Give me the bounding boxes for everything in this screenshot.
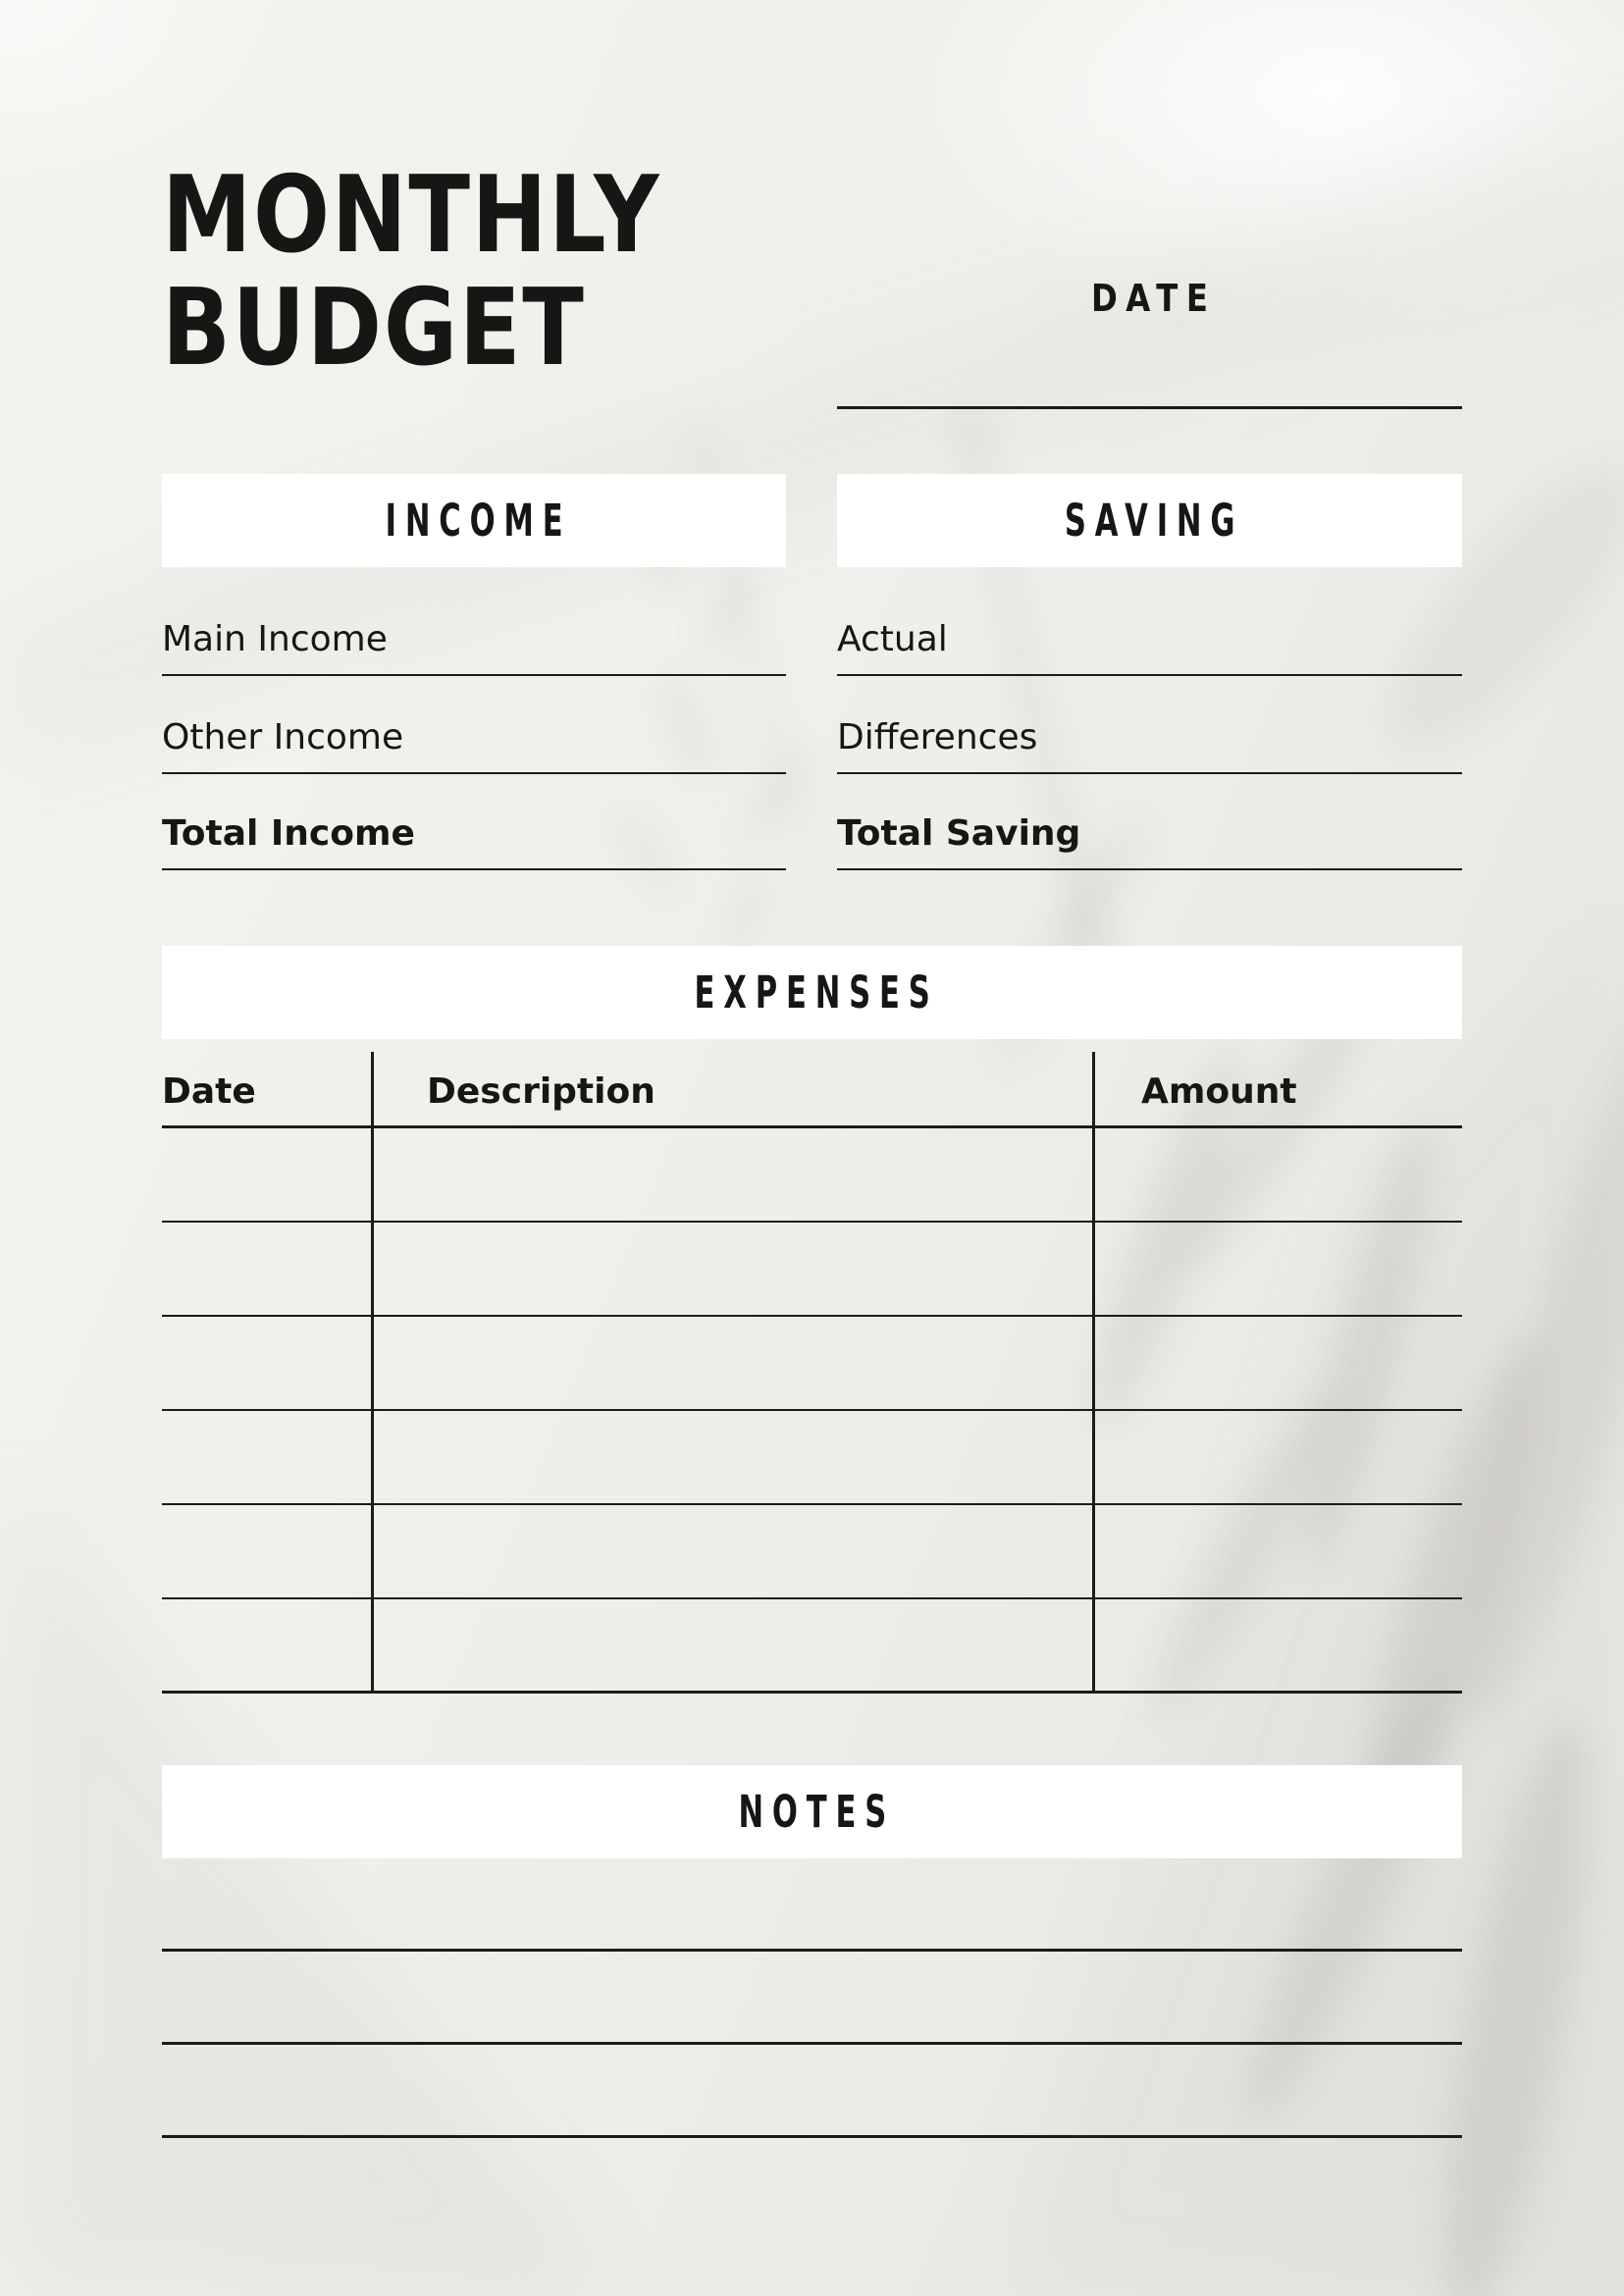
expense-row-2 [162,1223,1462,1317]
differences-field[interactable] [837,719,1462,774]
notes-line-2[interactable] [162,2042,1462,2045]
actual-field[interactable] [837,621,1462,676]
saving-header-bar [837,474,1462,567]
expense-cell-amount[interactable] [1092,1599,1462,1691]
total-saving-label: Total Saving [837,813,1081,854]
expense-row-4 [162,1411,1462,1505]
differences-label: Differences [837,717,1038,757]
expense-cell-description[interactable] [371,1128,1092,1221]
expenses-column-date: Date [162,1071,256,1112]
expense-cell-amount[interactable] [1092,1128,1462,1221]
expense-cell-amount[interactable] [1092,1317,1462,1409]
expense-cell-date[interactable] [162,1128,371,1221]
expenses-table [162,1052,1462,1697]
actual-label: Actual [837,619,948,659]
expenses-column-divider-1 [371,1052,374,1694]
date-input-line[interactable] [837,406,1462,409]
main-income-field[interactable] [162,621,786,676]
notes-lines [162,1949,1462,2228]
expense-cell-amount[interactable] [1092,1223,1462,1315]
other-income-label: Other Income [162,717,404,757]
expenses-header-bar [162,946,1462,1039]
income-title: INCOME [385,495,572,547]
expenses-header-row [162,1052,1462,1128]
expenses-column-description: Description [427,1071,655,1112]
date-label: DATE [1091,277,1217,320]
expense-cell-amount[interactable] [1092,1411,1462,1503]
notes-header-bar [162,1765,1462,1858]
expenses-column-amount: Amount [1141,1071,1297,1112]
expense-cell-description[interactable] [371,1317,1092,1409]
expense-cell-date[interactable] [162,1223,371,1315]
page-title [162,154,661,390]
expense-row-3 [162,1317,1462,1411]
notes-line-3[interactable] [162,2135,1462,2138]
expenses-column-divider-2 [1092,1052,1095,1694]
expense-cell-description[interactable] [371,1599,1092,1691]
expense-cell-date[interactable] [162,1599,371,1691]
expense-cell-date[interactable] [162,1317,371,1409]
page-title-line1: MONTHLY [162,154,661,277]
expense-cell-description[interactable] [371,1411,1092,1503]
notes-title: NOTES [738,1786,895,1838]
expense-row-1 [162,1128,1462,1223]
other-income-field[interactable] [162,719,786,774]
expense-cell-date[interactable] [162,1505,371,1597]
expenses-title: EXPENSES [694,966,939,1018]
expense-row-5 [162,1505,1462,1599]
expense-cell-description[interactable] [371,1223,1092,1315]
expense-cell-date[interactable] [162,1411,371,1503]
page-title-line2: BUDGET [162,267,586,390]
total-income-label: Total Income [162,813,415,854]
expense-cell-description[interactable] [371,1505,1092,1597]
total-income-field[interactable] [162,815,786,870]
expense-cell-amount[interactable] [1092,1505,1462,1597]
expense-row-6 [162,1599,1462,1694]
expense-rows [162,1128,1462,1694]
notes-line-1[interactable] [162,1949,1462,1952]
main-income-label: Main Income [162,619,388,659]
income-header-bar [162,474,786,567]
saving-title: SAVING [1064,495,1244,547]
total-saving-field[interactable] [837,815,1462,870]
